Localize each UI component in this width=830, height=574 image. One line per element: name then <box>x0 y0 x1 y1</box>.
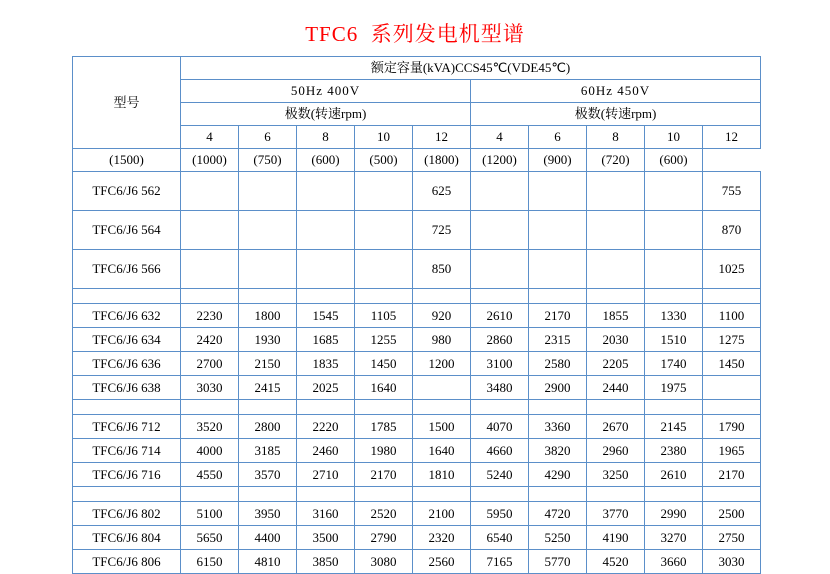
value-cell: 2800 <box>239 415 297 439</box>
value-cell <box>645 172 703 211</box>
value-cell: 2380 <box>645 439 703 463</box>
pole-number: 10 <box>645 126 703 149</box>
model-cell: TFC6/J6 632 <box>73 304 181 328</box>
value-cell: 3480 <box>471 376 529 400</box>
value-cell: 1965 <box>703 439 761 463</box>
header-row-capacity <box>73 57 761 80</box>
value-cell: 6540 <box>471 526 529 550</box>
pole-number: 4 <box>471 126 529 149</box>
value-cell: 1800 <box>239 304 297 328</box>
value-cell: 3570 <box>239 463 297 487</box>
value-cell: 3270 <box>645 526 703 550</box>
value-cell: 1100 <box>703 304 761 328</box>
spacer-cell <box>703 289 761 304</box>
spacer-cell <box>587 289 645 304</box>
value-cell: 1105 <box>355 304 413 328</box>
value-cell: 3520 <box>181 415 239 439</box>
value-cell: 1545 <box>297 304 355 328</box>
value-cell: 1640 <box>355 376 413 400</box>
table-row <box>73 328 761 352</box>
value-cell <box>355 250 413 289</box>
pole-number: 4 <box>181 126 239 149</box>
value-cell: 3950 <box>239 502 297 526</box>
value-cell: 4070 <box>471 415 529 439</box>
value-cell: 3850 <box>297 550 355 574</box>
value-cell: 1025 <box>703 250 761 289</box>
value-cell <box>181 250 239 289</box>
value-cell <box>529 172 587 211</box>
pole-rpm: (750) <box>239 149 297 172</box>
value-cell: 3820 <box>529 439 587 463</box>
pole-number: 6 <box>529 126 587 149</box>
value-cell <box>471 172 529 211</box>
value-cell <box>587 211 645 250</box>
freq-header-50hz: 50Hz 400V <box>181 80 471 103</box>
spacer-cell <box>181 400 239 415</box>
model-cell: TFC6/J6 716 <box>73 463 181 487</box>
value-cell: 3080 <box>355 550 413 574</box>
model-header: 型号 <box>73 57 181 149</box>
value-cell: 3660 <box>645 550 703 574</box>
spacer-cell <box>471 289 529 304</box>
header-row-pole-rpm <box>73 149 761 172</box>
spacer-cell <box>703 487 761 502</box>
pole-rpm: (600) <box>645 149 703 172</box>
model-cell: TFC6/J6 712 <box>73 415 181 439</box>
value-cell: 5650 <box>181 526 239 550</box>
table-row <box>73 172 761 211</box>
spacer-cell <box>239 487 297 502</box>
value-cell: 5100 <box>181 502 239 526</box>
pole-number: 12 <box>703 126 761 149</box>
value-cell <box>181 211 239 250</box>
value-cell: 6150 <box>181 550 239 574</box>
value-cell: 2145 <box>645 415 703 439</box>
value-cell: 1275 <box>703 328 761 352</box>
value-cell: 755 <box>703 172 761 211</box>
spacer-cell <box>297 400 355 415</box>
spacer-cell <box>413 487 471 502</box>
value-cell: 2520 <box>355 502 413 526</box>
table-row <box>73 211 761 250</box>
value-cell: 2860 <box>471 328 529 352</box>
value-cell: 1810 <box>413 463 471 487</box>
value-cell <box>645 211 703 250</box>
model-cell: TFC6/J6 636 <box>73 352 181 376</box>
value-cell: 2960 <box>587 439 645 463</box>
value-cell <box>239 250 297 289</box>
value-cell: 3250 <box>587 463 645 487</box>
value-cell: 3030 <box>181 376 239 400</box>
value-cell: 2230 <box>181 304 239 328</box>
spacer-cell <box>645 487 703 502</box>
value-cell <box>297 211 355 250</box>
table-row <box>73 439 761 463</box>
value-cell <box>529 211 587 250</box>
spacer-cell <box>181 289 239 304</box>
page-title: TFC6 系列发电机型谱 <box>305 22 525 46</box>
value-cell: 5250 <box>529 526 587 550</box>
value-cell: 3100 <box>471 352 529 376</box>
value-cell: 4400 <box>239 526 297 550</box>
value-cell: 2420 <box>181 328 239 352</box>
pole-rpm: (600) <box>297 149 355 172</box>
pole-rpm: (1200) <box>471 149 529 172</box>
value-cell: 1855 <box>587 304 645 328</box>
value-cell: 2320 <box>413 526 471 550</box>
spacer-row <box>73 400 761 415</box>
pole-rpm: (720) <box>587 149 645 172</box>
value-cell: 2315 <box>529 328 587 352</box>
table-row <box>73 352 761 376</box>
value-cell: 1450 <box>703 352 761 376</box>
spacer-cell <box>703 400 761 415</box>
pole-rpm: (1500) <box>73 149 181 172</box>
value-cell <box>471 250 529 289</box>
value-cell: 2700 <box>181 352 239 376</box>
value-cell: 2170 <box>529 304 587 328</box>
value-cell: 4520 <box>587 550 645 574</box>
value-cell: 2170 <box>703 463 761 487</box>
value-cell: 5950 <box>471 502 529 526</box>
pole-rpm: (1800) <box>413 149 471 172</box>
value-cell <box>239 211 297 250</box>
value-cell: 1975 <box>645 376 703 400</box>
value-cell: 920 <box>413 304 471 328</box>
value-cell: 1685 <box>297 328 355 352</box>
value-cell: 2560 <box>413 550 471 574</box>
value-cell: 850 <box>413 250 471 289</box>
spacer-cell <box>471 400 529 415</box>
spacer-cell <box>355 400 413 415</box>
value-cell: 2030 <box>587 328 645 352</box>
spacer-cell <box>413 289 471 304</box>
spacer-cell <box>645 289 703 304</box>
pole-number: 6 <box>239 126 297 149</box>
value-cell <box>355 172 413 211</box>
pole-number: 8 <box>297 126 355 149</box>
model-cell: TFC6/J6 638 <box>73 376 181 400</box>
value-cell: 4720 <box>529 502 587 526</box>
spacer-cell <box>355 289 413 304</box>
value-cell: 5770 <box>529 550 587 574</box>
model-cell: TFC6/J6 564 <box>73 211 181 250</box>
model-cell: TFC6/J6 714 <box>73 439 181 463</box>
value-cell: 1835 <box>297 352 355 376</box>
spacer-cell <box>73 289 181 304</box>
spacer-cell <box>529 487 587 502</box>
spacer-cell <box>529 400 587 415</box>
value-cell: 4000 <box>181 439 239 463</box>
poles-label-50hz: 极数(转速rpm) <box>181 103 471 126</box>
freq-header-60hz: 60Hz 450V <box>471 80 761 103</box>
value-cell: 3770 <box>587 502 645 526</box>
table-row <box>73 526 761 550</box>
value-cell: 3360 <box>529 415 587 439</box>
spacer-row <box>73 487 761 502</box>
value-cell: 2990 <box>645 502 703 526</box>
value-cell: 3160 <box>297 502 355 526</box>
value-cell <box>239 172 297 211</box>
value-cell: 2205 <box>587 352 645 376</box>
value-cell: 1510 <box>645 328 703 352</box>
value-cell: 2460 <box>297 439 355 463</box>
table-row <box>73 376 761 400</box>
value-cell: 1450 <box>355 352 413 376</box>
value-cell: 4660 <box>471 439 529 463</box>
spacer-cell <box>297 487 355 502</box>
value-cell: 1500 <box>413 415 471 439</box>
value-cell: 2580 <box>529 352 587 376</box>
value-cell: 1330 <box>645 304 703 328</box>
value-cell: 2170 <box>355 463 413 487</box>
table-row <box>73 415 761 439</box>
value-cell: 2415 <box>239 376 297 400</box>
spacer-cell <box>239 289 297 304</box>
model-cell: TFC6/J6 806 <box>73 550 181 574</box>
spacer-row <box>73 289 761 304</box>
value-cell: 2150 <box>239 352 297 376</box>
pole-number: 12 <box>413 126 471 149</box>
value-cell <box>181 172 239 211</box>
value-cell: 3030 <box>703 550 761 574</box>
spacer-cell <box>297 289 355 304</box>
pole-number: 8 <box>587 126 645 149</box>
pole-rpm: (1000) <box>181 149 239 172</box>
spacer-cell <box>413 400 471 415</box>
value-cell: 4290 <box>529 463 587 487</box>
value-cell: 3185 <box>239 439 297 463</box>
table-row <box>73 304 761 328</box>
spacer-cell <box>73 487 181 502</box>
value-cell: 2025 <box>297 376 355 400</box>
poles-label-60hz: 极数(转速rpm) <box>471 103 761 126</box>
model-cell: TFC6/J6 566 <box>73 250 181 289</box>
model-cell: TFC6/J6 562 <box>73 172 181 211</box>
spacer-cell <box>73 400 181 415</box>
model-cell: TFC6/J6 804 <box>73 526 181 550</box>
value-cell: 7165 <box>471 550 529 574</box>
value-cell: 625 <box>413 172 471 211</box>
pole-rpm: (900) <box>529 149 587 172</box>
value-cell <box>297 172 355 211</box>
spacer-cell <box>471 487 529 502</box>
value-cell: 2710 <box>297 463 355 487</box>
table-row <box>73 463 761 487</box>
value-cell: 2500 <box>703 502 761 526</box>
value-cell: 2610 <box>471 304 529 328</box>
value-cell: 2670 <box>587 415 645 439</box>
value-cell: 4550 <box>181 463 239 487</box>
value-cell <box>529 250 587 289</box>
value-cell: 1200 <box>413 352 471 376</box>
value-cell: 4810 <box>239 550 297 574</box>
value-cell: 870 <box>703 211 761 250</box>
value-cell <box>645 250 703 289</box>
table-row <box>73 550 761 574</box>
value-cell: 3500 <box>297 526 355 550</box>
value-cell: 2790 <box>355 526 413 550</box>
value-cell: 980 <box>413 328 471 352</box>
generator-spec-table <box>72 56 761 574</box>
spacer-cell <box>239 400 297 415</box>
pole-number: 10 <box>355 126 413 149</box>
value-cell: 2440 <box>587 376 645 400</box>
value-cell: 1980 <box>355 439 413 463</box>
value-cell <box>703 376 761 400</box>
value-cell: 4190 <box>587 526 645 550</box>
value-cell: 2750 <box>703 526 761 550</box>
value-cell <box>471 211 529 250</box>
value-cell: 1785 <box>355 415 413 439</box>
spacer-cell <box>181 487 239 502</box>
value-cell <box>413 376 471 400</box>
value-cell: 1740 <box>645 352 703 376</box>
model-cell: TFC6/J6 802 <box>73 502 181 526</box>
value-cell: 1790 <box>703 415 761 439</box>
model-cell: TFC6/J6 634 <box>73 328 181 352</box>
value-cell <box>355 211 413 250</box>
value-cell: 5240 <box>471 463 529 487</box>
table-row <box>73 502 761 526</box>
pole-rpm: (500) <box>355 149 413 172</box>
value-cell: 1930 <box>239 328 297 352</box>
value-cell: 2220 <box>297 415 355 439</box>
spacer-cell <box>645 400 703 415</box>
table-row <box>73 250 761 289</box>
value-cell: 1640 <box>413 439 471 463</box>
value-cell <box>297 250 355 289</box>
spacer-cell <box>587 400 645 415</box>
value-cell: 1255 <box>355 328 413 352</box>
spacer-cell <box>587 487 645 502</box>
capacity-header: 额定容量(kVA)CCS45℃(VDE45℃) <box>181 57 761 80</box>
spacer-cell <box>355 487 413 502</box>
value-cell: 2610 <box>645 463 703 487</box>
value-cell: 725 <box>413 211 471 250</box>
value-cell <box>587 172 645 211</box>
value-cell <box>587 250 645 289</box>
spacer-cell <box>529 289 587 304</box>
value-cell: 2900 <box>529 376 587 400</box>
value-cell: 2100 <box>413 502 471 526</box>
